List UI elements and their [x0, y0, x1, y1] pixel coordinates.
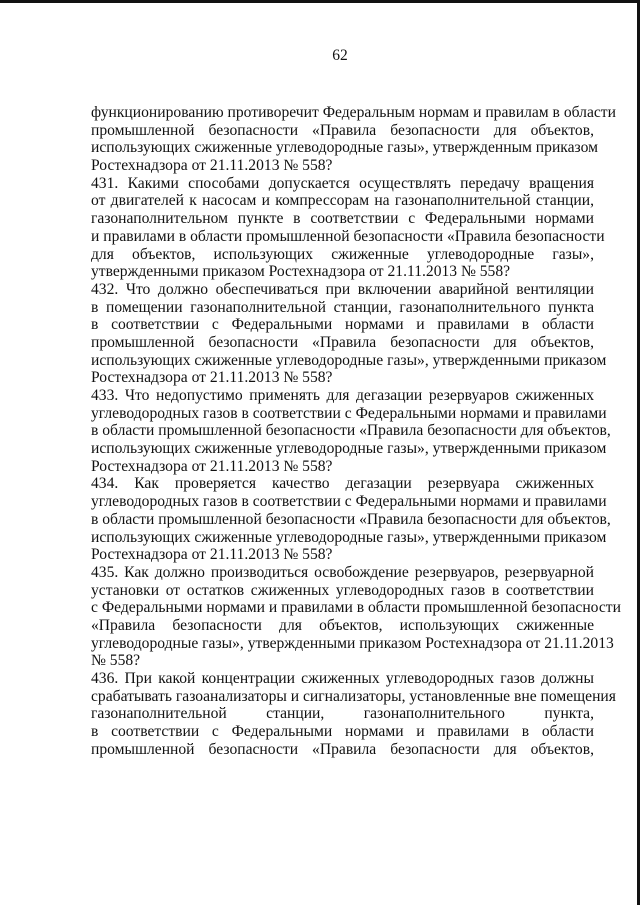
- body-text: [91, 104, 621, 758]
- text-line: Ростехнадзора от 21.11.2013 № 558?: [91, 546, 333, 564]
- text-line: в соответствии с Федеральными нормами и правилами в области: [91, 723, 594, 741]
- text-line: углеводородных газов в соответствии с Федеральными нормами и правилами: [91, 493, 607, 511]
- text-line: и правилами в области промышленной безопасности «Правила безопасности: [91, 227, 605, 245]
- text-line: срабатывать газоанализаторы и сигнализаторы, установленные вне помещения: [91, 687, 616, 705]
- text-line: в соответствии с Федеральными нормами и правилами в области: [91, 316, 594, 334]
- text-line: 432. Что должно обеспечиваться при включении аварийной вентиляции: [91, 280, 594, 298]
- text-line: от двигателей к насосам и компрессорам на газонаполнительной станции,: [91, 192, 594, 210]
- text-line: для объектов, использующих сжиженные углеводородные газы»,: [91, 245, 594, 263]
- text-line: установки от остатков сжиженных углеводородных газов в соответствии: [91, 581, 594, 599]
- text-line: использующих сжиженные углеводородные газы», утвержденным приказом: [91, 139, 598, 157]
- page-number: 62: [332, 47, 348, 64]
- text-line: использующих сжиженные углеводородные газы», утвержденными приказом: [91, 528, 607, 546]
- text-line: 436. При какой концентрации сжиженных углеводородных газов должны: [91, 670, 594, 687]
- text-line: 433. Что недопустимо применять для дегазации резервуаров сжиженных: [91, 387, 594, 404]
- text-line: в области промышленной безопасности «Правила безопасности для объектов,: [91, 510, 611, 528]
- text-line: углеводородные газы», утвержденными приказом Ростехнадзора от 21.11.2013: [91, 634, 614, 652]
- text-line: «Правила безопасности для объектов, использующих сжиженные: [91, 616, 594, 634]
- text-line: промышленной безопасности «Правила безопасности для объектов,: [91, 740, 594, 758]
- text-line: газонаполнительном пункте в соответствии с Федеральными нормами: [91, 210, 594, 228]
- text-line: промышленной безопасности «Правила безопасности для объектов,: [91, 121, 594, 139]
- text-line: в области промышленной безопасности «Правила безопасности для объектов,: [91, 422, 611, 440]
- text-line: № 558?: [91, 652, 141, 670]
- text-line: утвержденными приказом Ростехнадзора от 21.11.2013 № 558?: [91, 263, 511, 281]
- text-line: использующих сжиженные углеводородные газы», утвержденными приказом: [91, 440, 607, 458]
- text-line: в помещении газонаполнительной станции, газонаполнительного пункта: [91, 298, 594, 316]
- text-line: Ростехнадзора от 21.11.2013 № 558?: [91, 457, 333, 475]
- text-line: газонаполнительной станции, газонаполнительного пункта,: [91, 705, 594, 723]
- text-line: промышленной безопасности «Правила безопасности для объектов,: [91, 333, 594, 351]
- text-line: с Федеральными нормами и правилами в области промышленной безопасности: [91, 599, 621, 617]
- text-line: Ростехнадзора от 21.11.2013 № 558?: [91, 157, 333, 175]
- text-line: Ростехнадзора от 21.11.2013 № 558?: [91, 369, 333, 387]
- text-line: функционированию противоречит Федеральным нормам и правилам в области: [91, 104, 616, 121]
- text-line: 435. Как должно производиться освобождение резервуаров, резервуарной: [91, 563, 594, 581]
- text-line: использующих сжиженные углеводородные газы», утвержденными приказом: [91, 351, 607, 369]
- text-line: углеводородных газов в соответствии с Федеральными нормами и правилами: [91, 404, 607, 422]
- text-line: 434. Как проверяется качество дегазации резервуара сжиженных: [91, 475, 594, 493]
- text-line: 431. Какими способами допускается осуществлять передачу вращения: [91, 174, 594, 192]
